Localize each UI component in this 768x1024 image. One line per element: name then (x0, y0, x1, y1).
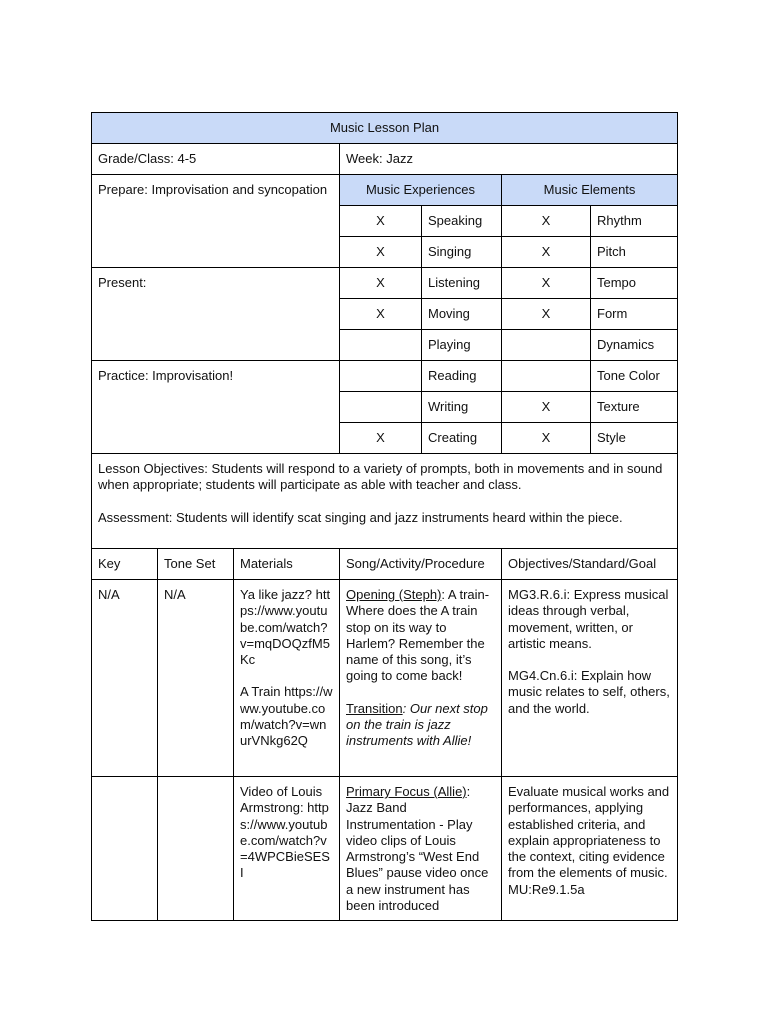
row2-tone-set (158, 777, 234, 921)
transition-text: : Our next stop on the train is jazz instruments with Allie! (346, 700, 488, 749)
experience-mark: X (340, 237, 422, 268)
column-header-materials: Materials (234, 549, 340, 580)
column-header-tone-set: Tone Set (158, 549, 234, 580)
practice-text: Practice: Improvisation! (98, 368, 234, 383)
element-mark (502, 330, 591, 361)
experience-label: Playing (422, 330, 502, 361)
transition-label: Transition (346, 700, 403, 716)
element-mark: X (502, 237, 591, 268)
primary-focus-label: Primary Focus (Allie) (346, 784, 467, 799)
row1-objectives (502, 580, 678, 777)
present-cell (92, 268, 340, 361)
experience-label: Singing (422, 237, 502, 268)
element-label: Pitch (591, 237, 678, 268)
music-experiences-header: Music Experiences (340, 175, 502, 206)
column-header-objectives: Objectives/Standard/Goal (502, 549, 678, 580)
experience-label: Speaking (422, 206, 502, 237)
week: Week: Jazz (340, 144, 678, 175)
element-mark: X (502, 299, 591, 330)
element-label: Rhythm (591, 206, 678, 237)
element-label: Dynamics (591, 330, 678, 361)
lesson-objectives: Lesson Objectives: Students will respond to a variety of prompts, both in movements and in sound when appropriate; students will participate as able with teacher and class. (98, 461, 663, 493)
prepare-text: Prepare: Improvisation and syncopation (98, 182, 328, 197)
element-mark: X (502, 423, 591, 454)
row2-materials: Video of Louis Armstrong: https://www.youtube.com/watch?v=4WPCBieSESI (234, 777, 340, 921)
materials-ya-like-jazz: Ya like jazz? https://www.youtube.com/watch?v=mqDOQzfM5Kc (240, 587, 331, 668)
opening-text: : A train- Where does the A train stop on its way to Harlem? Remember the name of this song, it’s going to come back! (346, 587, 490, 684)
element-label: Style (591, 423, 678, 454)
experience-label: Writing (422, 392, 502, 423)
row1-key: N/A (92, 580, 158, 777)
column-header-procedure: Song/Activity/Procedure (340, 549, 502, 580)
prepare-cell (92, 175, 340, 268)
plan-title: Music Lesson Plan (92, 113, 678, 144)
experience-label: Creating (422, 423, 502, 454)
experience-mark (340, 361, 422, 392)
element-label: Tempo (591, 268, 678, 299)
primary-focus-text: : Jazz Band Instrumentation - Play video clips of Louis Armstrong’s “West End Blues” pause video once a new instrument has been introduced (346, 784, 489, 914)
objectives-cell (92, 454, 678, 549)
practice-cell (92, 361, 340, 454)
experience-label: Reading (422, 361, 502, 392)
column-header-key: Key (92, 549, 158, 580)
materials-a-train: A Train https://www.youtube.com/watch?v=wnurVNkg62Q (240, 684, 333, 749)
row2-objectives: Evaluate musical works and performances, applying established criteria, and explain appropriateness to the context, citing evidence from the elements of music. MU:Re9.1.5a (502, 777, 678, 921)
experience-label: Moving (422, 299, 502, 330)
experience-mark (340, 392, 422, 423)
element-label: Texture (591, 392, 678, 423)
experience-mark: X (340, 206, 422, 237)
assessment: Assessment: Students will identify scat singing and jazz instruments heard within the piece. (98, 509, 623, 525)
element-mark (502, 361, 591, 392)
element-mark: X (502, 268, 591, 299)
experience-mark: X (340, 299, 422, 330)
experience-mark (340, 330, 422, 361)
row2-key (92, 777, 158, 921)
experience-mark: X (340, 268, 422, 299)
element-mark: X (502, 392, 591, 423)
standard-mg3: MG3.R.6.i: Express musical ideas through verbal, movement, written, or artistic means. (508, 587, 669, 651)
music-elements-header: Music Elements (502, 175, 678, 206)
opening-label: Opening (Steph) (346, 587, 442, 602)
grade-class: Grade/Class: 4-5 (92, 144, 340, 175)
lesson-plan-table (91, 112, 678, 921)
standard-mg4: MG4.Cn.6.i: Explain how music relates to self, others, and the world. (508, 668, 670, 716)
row2-procedure (340, 777, 502, 921)
experience-label: Listening (422, 268, 502, 299)
row1-tone-set: N/A (158, 580, 234, 777)
experience-mark: X (340, 423, 422, 454)
row1-procedure (340, 580, 502, 777)
row1-materials (234, 580, 340, 777)
element-label: Tone Color (591, 361, 678, 392)
element-mark: X (502, 206, 591, 237)
element-label: Form (591, 299, 678, 330)
present-text: Present: (98, 275, 147, 290)
